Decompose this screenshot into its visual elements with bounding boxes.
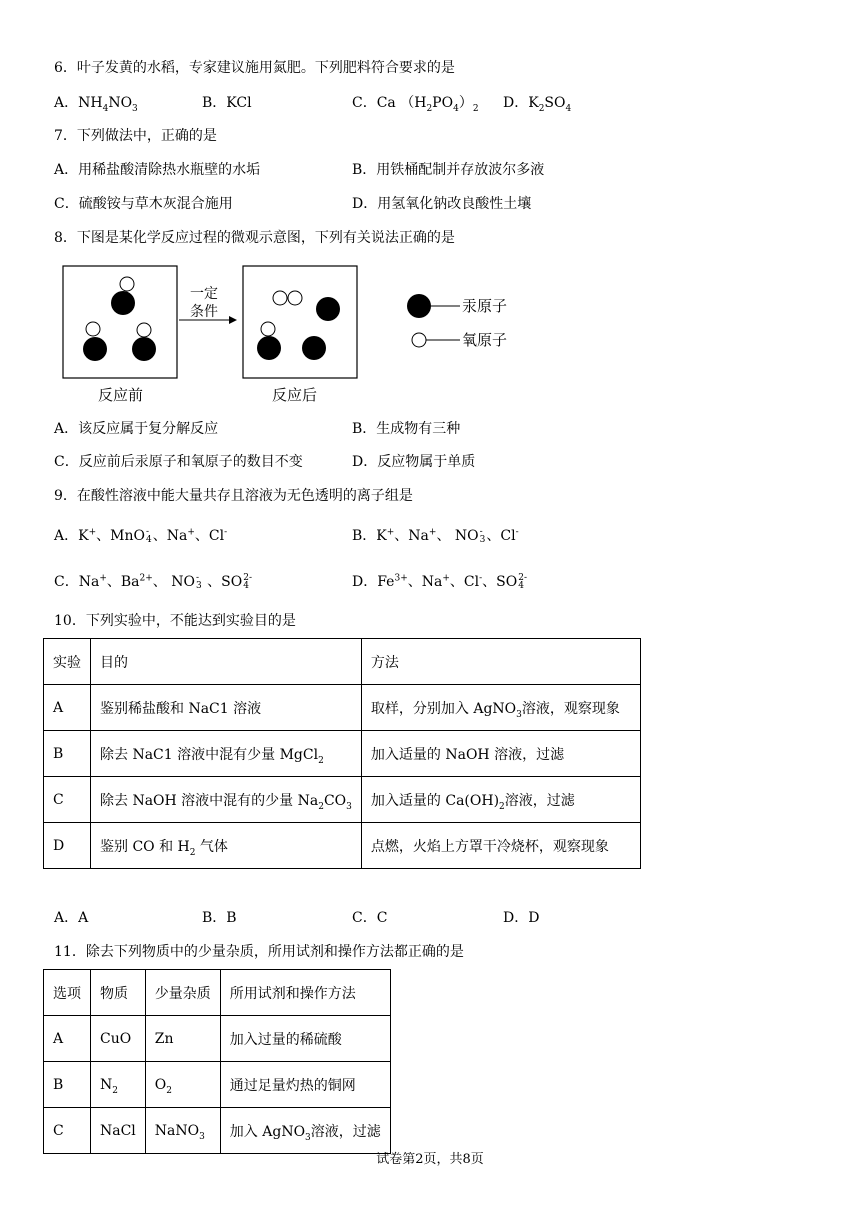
q10-option-c: C．C <box>352 910 388 926</box>
q10-stem: 10．下列实验中，不能达到实验目的是 <box>54 613 296 629</box>
row-method: 加入适量的 NaOH 溶液，过滤 <box>361 731 640 777</box>
row-goal: 除去 NaOH 溶液中混有的少量 $Na_2CO_3$ <box>91 777 362 823</box>
row-id: A <box>44 685 91 731</box>
arrow-head <box>229 316 237 324</box>
table-row <box>44 731 641 777</box>
row-method: 加入 AgNO$_3$溶液，过滤 <box>220 1108 390 1154</box>
row-substance: NaCl <box>91 1108 146 1154</box>
header-cell: 少量杂质 <box>145 970 220 1016</box>
q8-option-c: C．反应前后汞原子和氧原子的数目不变 <box>54 454 303 470</box>
after-box <box>243 266 357 378</box>
q7-option-c: C．硫酸铵与草木灰混合施用 <box>54 196 233 212</box>
legend-oxygen-icon <box>412 333 426 347</box>
header-cell: 目的 <box>91 639 362 685</box>
mercury-atom <box>111 291 135 315</box>
page-footer: 试卷第2页，共8页 <box>376 1152 484 1167</box>
oxygen-atom <box>273 291 287 305</box>
row-id: C <box>44 1108 91 1154</box>
row-id: B <box>44 1062 91 1108</box>
row-method: 点燃，火焰上方罩干冷烧杯，观察现象 <box>361 823 640 869</box>
q8-stem: 8．下图是某化学反应过程的微观示意图，下列有关说法正确的是 <box>54 230 455 246</box>
table-row <box>44 1062 391 1108</box>
row-method: 加入过量的稀硫酸 <box>220 1016 390 1062</box>
q7-option-b: B．用铁桶配制并存放波尔多液 <box>352 162 545 178</box>
q6-option-d: D．$K_2SO_4$ <box>503 95 572 114</box>
q10-option-d: D．D <box>503 910 540 926</box>
q8-option-a: A．该反应属于复分解反应 <box>54 421 219 437</box>
q6-option-b: B．KCl <box>202 95 252 111</box>
row-goal: 鉴别稀盐酸和 NaC1 溶液 <box>91 685 362 731</box>
before-label: 反应前 <box>98 386 144 404</box>
table-row <box>44 823 641 869</box>
condition-line2: 条件 <box>190 304 218 320</box>
q6-stem: 6．叶子发黄的水稻，专家建议施用氮肥。下列肥料符合要求的是 <box>54 60 455 76</box>
legend-oxygen-label: 氧原子 <box>462 331 508 349</box>
row-goal: 除去 NaC1 溶液中混有少量 MgCl$_2$ <box>91 731 362 777</box>
q7-stem: 7．下列做法中，正确的是 <box>54 128 217 144</box>
reaction-diagram <box>55 260 525 410</box>
q7-option-a: A．用稀盐酸清除热水瓶壁的水垢 <box>54 162 261 178</box>
oxygen-atom <box>120 277 134 291</box>
after-label: 反应后 <box>272 386 318 404</box>
mercury-atom <box>302 336 326 360</box>
oxygen-atom <box>86 322 100 336</box>
oxygen-atom <box>261 322 275 336</box>
header-cell: 方法 <box>361 639 640 685</box>
row-id: C <box>44 777 91 823</box>
header-cell: 实验 <box>44 639 91 685</box>
q11-stem: 11．除去下列物质中的少量杂质，所用试剂和操作方法都正确的是 <box>54 944 464 960</box>
row-substance: $N_2$ <box>91 1062 146 1108</box>
condition-line1: 一定 <box>190 286 218 302</box>
oxygen-atom <box>288 291 302 305</box>
table-row <box>44 1108 391 1154</box>
q10-table <box>43 638 641 869</box>
q10-option-a: A．A <box>54 910 89 926</box>
mercury-atom <box>316 297 340 321</box>
header-cell: 选项 <box>44 970 91 1016</box>
row-method: 加入适量的 $Ca(OH)_2$溶液，过滤 <box>361 777 640 823</box>
row-id: D <box>44 823 91 869</box>
row-impurity: NaNO$_3$ <box>145 1108 220 1154</box>
legend-mercury-label: 汞原子 <box>462 297 508 315</box>
q11-table <box>43 969 391 1154</box>
table-header-row <box>44 970 391 1016</box>
q9-stem: 9．在酸性溶液中能大量共存且溶液为无色透明的离子组是 <box>54 488 413 504</box>
q9-option-b: B．K+、Na+、 NO - 3 、Cl- <box>352 527 519 545</box>
header-cell: 物质 <box>91 970 146 1016</box>
q6-option-c: C．Ca $(H_2PO_4)_2$ <box>352 95 479 114</box>
header-cell: 所用试剂和操作方法 <box>220 970 390 1016</box>
table-header-row <box>44 639 641 685</box>
row-goal: 鉴别 CO 和 $H_2$ 气体 <box>91 823 362 869</box>
q9-option-c: C．Na+、$Ba^{2+}$、 NO - 3 、SO 2- 4 <box>54 573 253 591</box>
oxygen-atom <box>137 323 151 337</box>
mercury-atom <box>83 337 107 361</box>
row-method: 取样，分别加入 AgNO$_3$溶液，观察现象 <box>361 685 640 731</box>
table-row <box>44 685 641 731</box>
q10-option-b: B．B <box>202 910 237 926</box>
row-method: 通过足量灼热的铜网 <box>220 1062 390 1108</box>
row-substance: CuO <box>91 1016 146 1062</box>
q9-option-a: A．K+、MnO - 4 、Na+、Cl- <box>54 527 228 545</box>
table-row <box>44 777 641 823</box>
q9-option-d: D．$Fe^{3+}$、Na+、Cl-、SO 2- 4 <box>352 573 528 591</box>
mercury-atom <box>257 336 281 360</box>
q6-option-a: A．$NH_4NO_3$ <box>54 95 138 114</box>
row-id: B <box>44 731 91 777</box>
q8-option-d: D．反应物属于单质 <box>352 454 476 470</box>
row-impurity: Zn <box>145 1016 220 1062</box>
row-id: A <box>44 1016 91 1062</box>
row-impurity: $O_2$ <box>145 1062 220 1108</box>
mercury-atom <box>132 337 156 361</box>
q7-option-d: D．用氢氧化钠改良酸性土壤 <box>352 196 532 212</box>
q8-option-b: B．生成物有三种 <box>352 421 461 437</box>
table-row <box>44 1016 391 1062</box>
legend-mercury-icon <box>407 294 431 318</box>
